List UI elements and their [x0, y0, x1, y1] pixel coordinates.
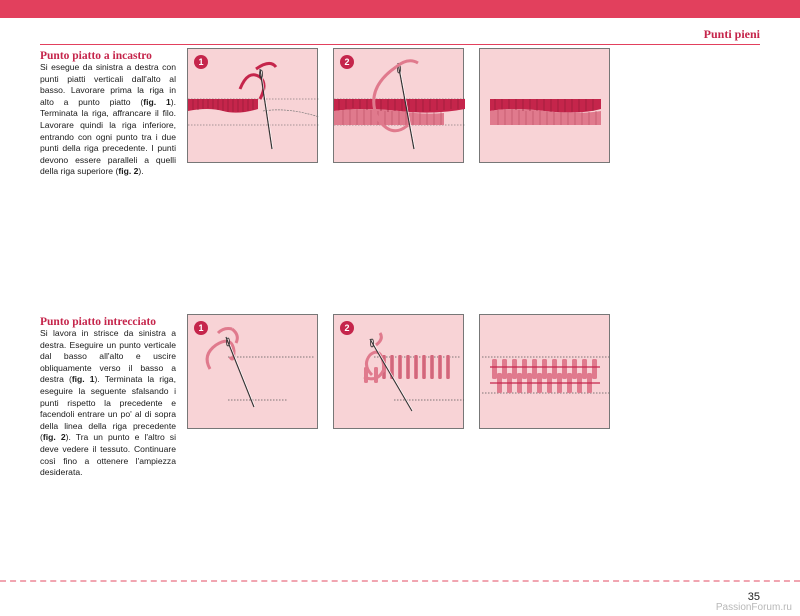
block2-description [40, 328, 176, 479]
stitch-illustration-result [480, 315, 611, 430]
block2-text-a: Si lavora in strisce da sinistra a destra. Eseguire un punto verticale dal basso all'alto e uscire obliquamente verso il basso a destra ( [40, 328, 176, 385]
block1-fig-ref-1: fig. 1 [143, 96, 171, 107]
block1-text-a: Si esegue da sinistra a destra con punti piatti verticali dall'alto al basso. Lavorare prima la riga in alto a punto piatto ( [40, 62, 176, 107]
block1-figure-2 [333, 48, 464, 163]
block-punto-piatto-a-incastro [40, 50, 176, 178]
figure-number-badge: 1 [194, 321, 208, 335]
stitch-illustration-2 [334, 49, 465, 164]
header-rule [40, 44, 760, 45]
block2-fig-ref-2: fig. 2 [42, 432, 66, 443]
block1-text-c: ). [138, 166, 144, 177]
block2-figure-1 [187, 314, 318, 429]
block1-fig-ref-2: fig. 2 [118, 166, 139, 177]
block1-figure-1 [187, 48, 318, 163]
block1-title: Punto piatto a incastro [40, 50, 152, 62]
page-number: 35 [747, 591, 760, 603]
top-color-band [0, 0, 800, 18]
block1-text-b: ). Terminata la riga, affrancare il filo. Lavorare quindi la riga inferiore, entrando con ogni punto tra i due punti della riga precedente. I punti devono essere paralleli a quelli della riga superiore ( [40, 96, 176, 177]
section-title: Punti pieni [703, 27, 760, 41]
watermark: PassionForum.ru [715, 602, 792, 613]
footer-dashed-rule [0, 580, 800, 582]
stitch-illustration-1 [188, 315, 319, 430]
block2-figure-2 [333, 314, 464, 429]
block-punto-piatto-intrecciato [40, 316, 176, 479]
figure-number-badge: 2 [340, 55, 354, 69]
stitch-illustration-1 [188, 49, 319, 164]
stitch-illustration-result [480, 49, 611, 164]
block2-title: Punto piatto intrecciato [40, 316, 157, 328]
figure-number-badge: 1 [194, 55, 208, 69]
figure-number-badge: 2 [340, 321, 354, 335]
block2-text-b: ). Terminata la riga, eseguire la seguente sfalsando i punti rispetto la precedente e facendoli entrare un po' al di sopra della linea della riga precedente ( [40, 374, 176, 443]
block2-fig-ref-1: fig. 1 [71, 374, 95, 385]
stitch-illustration-2 [334, 315, 465, 430]
block1-figure-result [479, 48, 610, 163]
block2-figure-result [479, 314, 610, 429]
block1-description [40, 62, 176, 178]
block2-text-c: ). Tra un punto e l'altro si deve vedere il tessuto. Continuare così fino a ottenere l'ampiezza desiderata. [40, 432, 176, 478]
